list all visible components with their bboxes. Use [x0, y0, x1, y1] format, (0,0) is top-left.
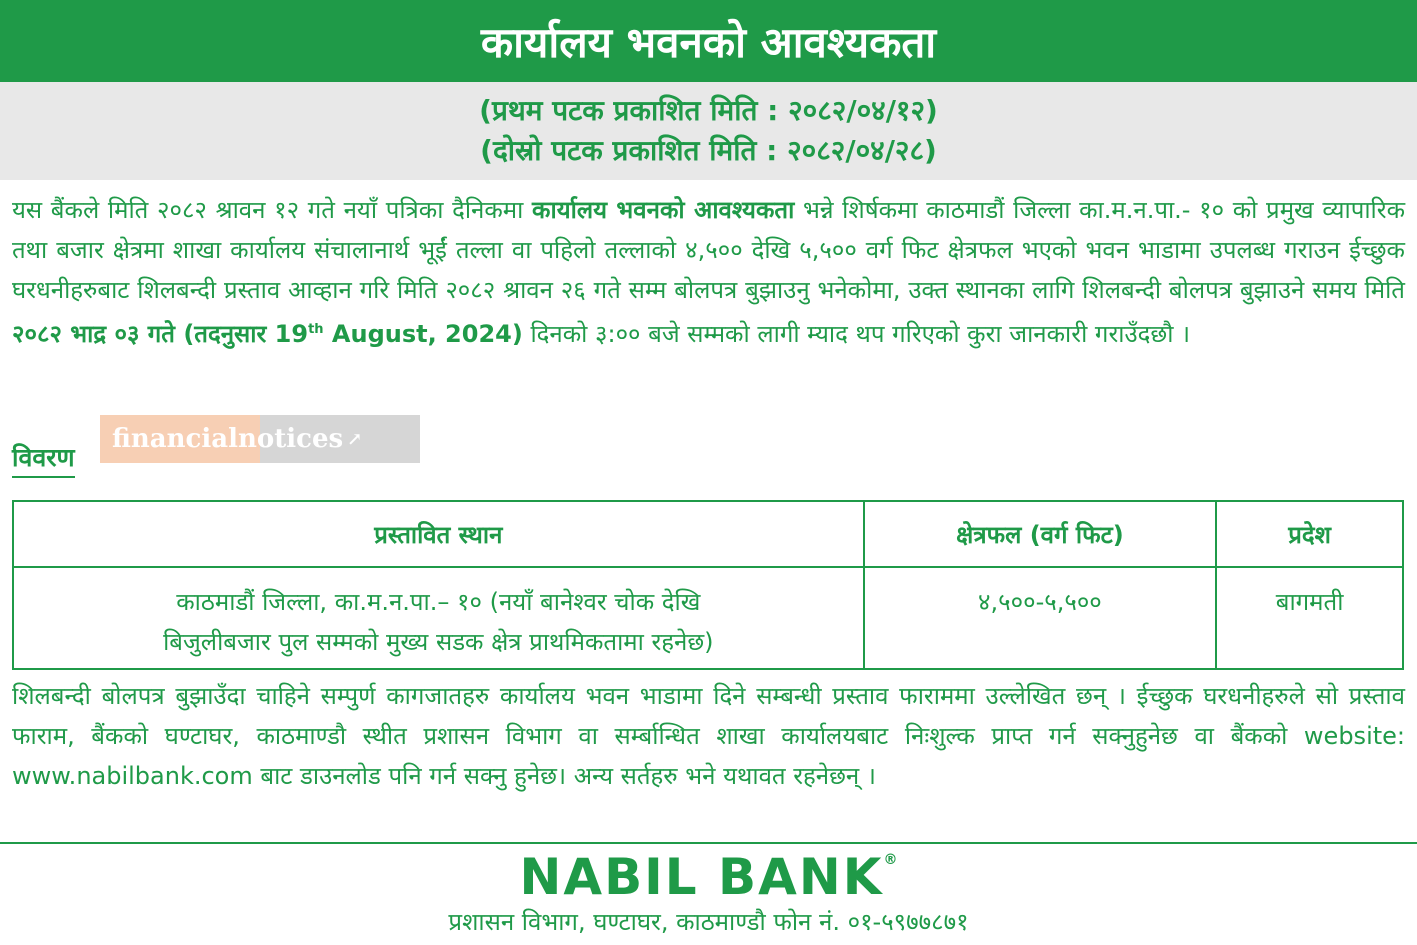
cell-location	[13, 567, 864, 669]
intro-text-3: दिनको ३:०० बजे सम्मको लागी म्याद थप गरिएको कुरा जानकारी गराउँदछौ ।	[522, 320, 1191, 348]
intro-text-1: यस बैंकले मिति २०८२ श्रावन १२ गते नयाँ पत्रिका दैनिकमा	[12, 196, 533, 224]
logo-text: NABIL BANK	[519, 848, 884, 906]
second-publication-date: (दोस्रो पटक प्रकाशित मिति : २०८२/०४/२८)	[480, 134, 937, 167]
intro-bold-deadline	[12, 320, 523, 348]
footer-address: प्रशासन विभाग, घण्टाघर, काठमाण्डौ फोन नं. ०१-५९७७८७१	[448, 908, 969, 936]
cell-province: बागमती	[1216, 567, 1403, 669]
intro-text-2: भन्ने शिर्षकमा काठमाडौं जिल्ला का.म.न.पा.- १० को प्रमुख व्यापारिक तथा बजार क्षेत्रमा शाखा कार्यालय संचालानार्थ भूईं तल्ला वा पहिलो तल्लाको ४,५०० देखि ५,५०० वर्ग फिट क्षेत्रफल भएको भवन भाडामा उपलब्ध गराउन ईच्छुक घरधनीहरुबाट शिलबन्दी प्रस्ताव आव्हान गरि मिति २०८२ श्रावन २६ गते सम्म बोलपत्र बुझाउनु भनेकोमा, उक्त स्थानका लागि शिलबन्दी बोलपत्र बुझाउने समय मिति	[12, 196, 1406, 304]
table-row	[13, 567, 1403, 669]
nabil-bank-logo	[0, 848, 1417, 906]
footer-divider	[0, 842, 1417, 844]
watermark-text: financialnotices	[112, 424, 344, 454]
intro-bold-title: कार्यालय भवनको आवश्यकता	[532, 196, 795, 224]
location-line-2: बिजुलीबजार पुल सम्मको मुख्य सडक क्षेत्र प्राथमिकतामा रहनेछ)	[163, 628, 714, 656]
intro-deadline-date: २०८२ भाद्र ०३ गते (तदनुसार 19	[12, 320, 309, 348]
column-header-location: प्रस्तावित स्थान	[13, 501, 864, 567]
column-header-area: क्षेत्रफल (वर्ग फिट)	[864, 501, 1217, 567]
watermark-logo	[100, 415, 420, 463]
cell-area: ४,५००-५,५००	[864, 567, 1217, 669]
publication-dates	[0, 82, 1417, 180]
notice-title-bar	[0, 0, 1417, 82]
intro-deadline-month: August, 2024)	[323, 320, 523, 348]
registered-mark: ®	[883, 852, 898, 868]
intro-paragraph	[12, 190, 1405, 354]
details-label: विवरण	[12, 440, 75, 478]
intro-deadline-suffix: th	[308, 322, 324, 337]
location-line-1: काठमाडौं जिल्ला, का.म.न.पा.– १० (नयाँ बानेश्वर चोक देखि	[176, 588, 701, 616]
watermark-arrow-icon: ↗	[347, 428, 363, 450]
column-header-province: प्रदेश	[1216, 501, 1403, 567]
table-header-row	[13, 501, 1403, 567]
first-publication-date: (प्रथम पटक प्रकाशित मिति : २०८२/०४/१२)	[479, 94, 938, 127]
outro-paragraph: शिलबन्दी बोलपत्र बुझाउँदा चाहिने सम्पुर्ण कागजातहरु कार्यालय भवन भाडामा दिने सम्बन्धी प्रस्ताव फाराममा उल्लेखित छन् । ईच्छुक घरधनीहरुले सो प्रस्ताव फाराम, बैंकको घण्टाघर, काठमाण्डौ स्थीत प्रशासन विभाग वा सर्म्बान्धित शाखा कार्यालयबाट निःशुल्क प्राप्त गर्न सक्नुहुनेछ वा बैंकको website: www.nabilbank.com बाट डाउनलोड पनि गर्न सक्नु हुनेछ। अन्य सर्तहरु भने यथावत रहनेछन् ।	[12, 682, 1405, 790]
notice-title: कार्यालय भवनको आवश्यकता	[480, 17, 937, 67]
details-table	[12, 500, 1404, 670]
